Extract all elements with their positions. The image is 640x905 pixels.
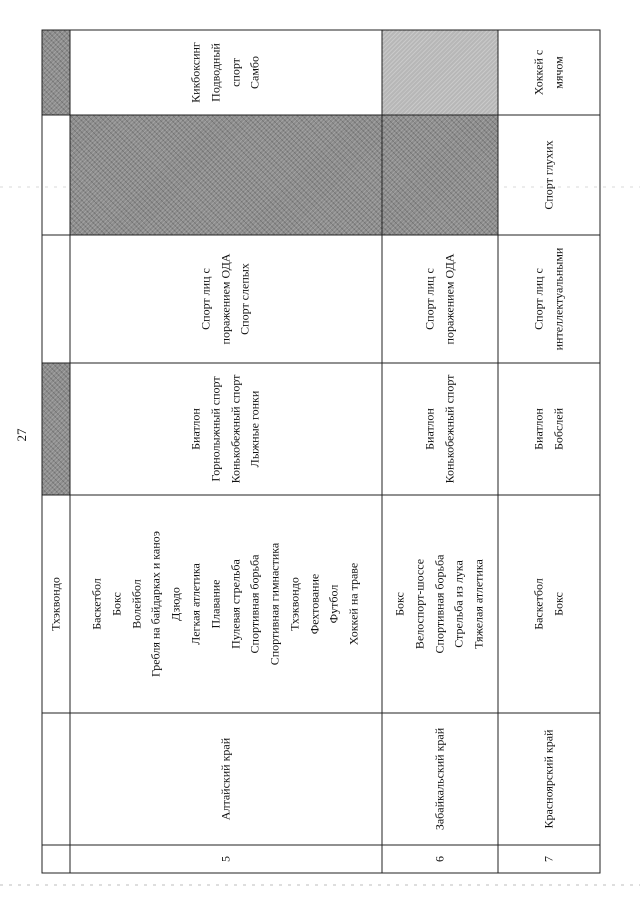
region-cell: Забайкальский край — [382, 713, 498, 845]
sport-item: Волейбол — [128, 579, 143, 629]
deaf-sports-cell — [42, 115, 70, 235]
sport-item: Дзюдо — [168, 587, 183, 621]
sport-item: Бобслей — [550, 407, 565, 451]
sport-item: Тяжелая атлетика — [471, 559, 486, 649]
sport-item: Лыжные гонки — [247, 390, 262, 468]
region-cell: Красноярский край — [498, 713, 600, 845]
nonolympic-cell — [382, 30, 498, 115]
sport-item: Биатлон — [187, 408, 202, 450]
olympic-summer-cell — [382, 495, 498, 713]
row-number-cell — [42, 845, 70, 873]
sport-item: Стрельба из лука — [451, 560, 466, 648]
sport-item: Гребля на байдарках и каноэ — [148, 531, 163, 677]
sport-item: Футбол — [326, 584, 341, 624]
sport-item: Спорт лиц с поражением ОДА — [197, 253, 232, 345]
sport-item: Биатлон — [530, 408, 545, 450]
table-row — [70, 30, 382, 873]
page-number: 27 — [14, 428, 29, 442]
sport-item: Бокс — [108, 592, 123, 616]
sport-item: Конькобежный спорт — [441, 374, 456, 484]
para-sports-cell — [382, 235, 498, 363]
sport-item: Тхэквондо — [286, 577, 301, 631]
rotated-table-wrapper — [41, 31, 599, 874]
deaf-sports-cell — [382, 115, 498, 235]
deaf-sports-cell — [498, 115, 600, 235]
sport-item: Спорт лиц с поражением ОДА — [421, 253, 456, 345]
sport-item: Бокс — [550, 592, 565, 616]
row-number-cell: 6 — [382, 845, 498, 873]
sport-item: Баскетбол — [530, 578, 545, 630]
region-cell: Алтайский край — [70, 713, 382, 845]
sport-item: Тхэквондо — [47, 577, 62, 631]
para-sports-cell — [498, 235, 600, 363]
sport-item: Хоккей на траве — [346, 562, 361, 646]
sport-item: Спорт слепых — [237, 263, 252, 335]
sport-item: Хоккей с мячом — [530, 49, 565, 96]
sport-item: Плавание — [207, 579, 222, 629]
olympic-summer-cell — [70, 495, 382, 713]
nonolympic-cell — [70, 30, 382, 115]
sport-item: Подводный спорт — [207, 43, 242, 102]
sport-item: Бокс — [392, 592, 406, 616]
olympic-winter-cell — [70, 363, 382, 495]
sport-item: Легкая атлетика — [187, 563, 202, 645]
nonolympic-cell — [42, 30, 70, 115]
sport-item: Велоспорт-шоссе — [411, 558, 426, 650]
region-cell — [42, 713, 70, 845]
table-row — [498, 30, 600, 873]
para-sports-cell — [70, 235, 382, 363]
para-sports-cell — [42, 235, 70, 363]
scan-artifact-bottom — [0, 884, 640, 886]
sport-item: Пулевая стрельба — [227, 559, 242, 649]
olympic-summer-cell — [42, 495, 70, 713]
sport-item: Спорт лиц с интеллектуальными — [530, 247, 565, 351]
row-number-cell: 5 — [70, 845, 382, 873]
sport-item: Кикбоксинг — [187, 42, 202, 103]
sport-item: Спортивная борьба — [431, 554, 446, 654]
olympic-winter-cell — [498, 363, 600, 495]
sport-item: Спорт глухих — [540, 140, 555, 210]
sport-item: Горнолыжный спорт — [207, 376, 222, 482]
sports-table — [41, 30, 600, 874]
table-row — [42, 30, 70, 873]
olympic-winter-cell — [382, 363, 498, 495]
row-number-cell: 7 — [498, 845, 600, 873]
sport-item: Баскетбол — [88, 578, 103, 630]
sport-item: Спортивная гимнастика — [267, 542, 282, 666]
olympic-winter-cell — [42, 363, 70, 495]
sport-item: Конькобежный спорт — [227, 374, 242, 484]
sport-item: Фехтование — [306, 573, 321, 635]
nonolympic-cell — [498, 30, 600, 115]
sport-item: Биатлон — [421, 408, 436, 450]
deaf-sports-cell — [70, 115, 382, 235]
olympic-summer-cell — [498, 495, 600, 713]
table-row — [382, 30, 498, 873]
sport-item: Самбо — [247, 55, 262, 90]
sport-item: Спортивная борьба — [247, 554, 262, 654]
